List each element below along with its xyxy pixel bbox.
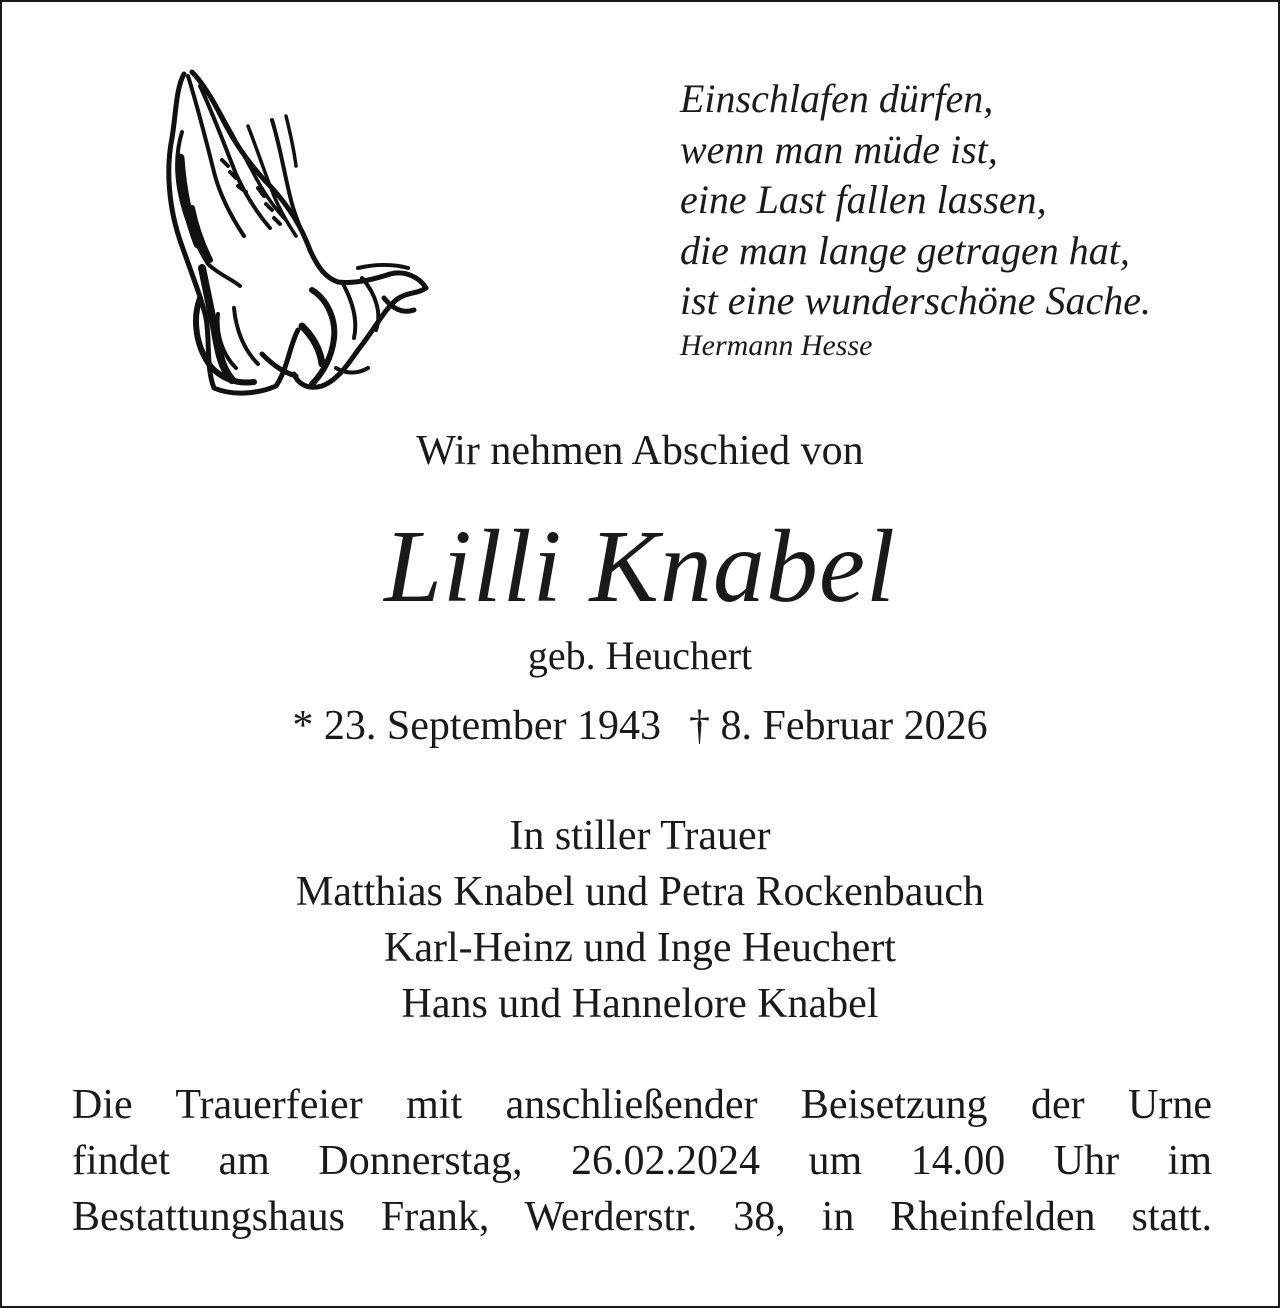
service-line: Die Trauerfeier mit anschließender Beisetzung der Urne: [72, 1082, 1212, 1128]
birth-date: * 23. September 1943: [292, 703, 661, 749]
quote-line: ist eine wunderschöne Sache.: [680, 278, 1151, 323]
deceased-name: Lilli Knabel: [384, 509, 896, 624]
service-line: findet am Donnerstag, 26.02.2024 um 14.00 Uhr im: [72, 1138, 1212, 1184]
maiden-name: geb. Heuchert: [527, 633, 753, 678]
quote-author: Hermann Hesse: [680, 328, 873, 362]
farewell-intro: Wir nehmen Abschied von: [416, 428, 864, 474]
hesse-quote: [680, 74, 1260, 364]
mourning-heading: In stiller Trauer: [509, 813, 771, 859]
mourner-name: Matthias Knabel und Petra Rockenbauch: [295, 869, 985, 915]
quote-line: die man lange getragen hat,: [680, 227, 1130, 273]
quote-line: Einschlafen dürfen,: [680, 76, 994, 121]
mourners-block: [2, 808, 1278, 1032]
service-details: [72, 1077, 1212, 1245]
mourner-name: Hans und Hannelore Knabel: [401, 981, 879, 1027]
life-dates: [2, 700, 1278, 752]
service-line: Bestattungshaus Frank, Werderstr. 38, in Rheinfelden statt.: [72, 1194, 1212, 1240]
death-date: † 8. Februar 2026: [688, 703, 988, 749]
mourner-name: Karl-Heinz und Inge Heuchert: [384, 925, 896, 971]
praying-hands-icon: [162, 68, 432, 396]
quote-line: wenn man müde ist,: [680, 126, 998, 172]
quote-line: eine Last fallen lassen,: [680, 177, 1047, 222]
